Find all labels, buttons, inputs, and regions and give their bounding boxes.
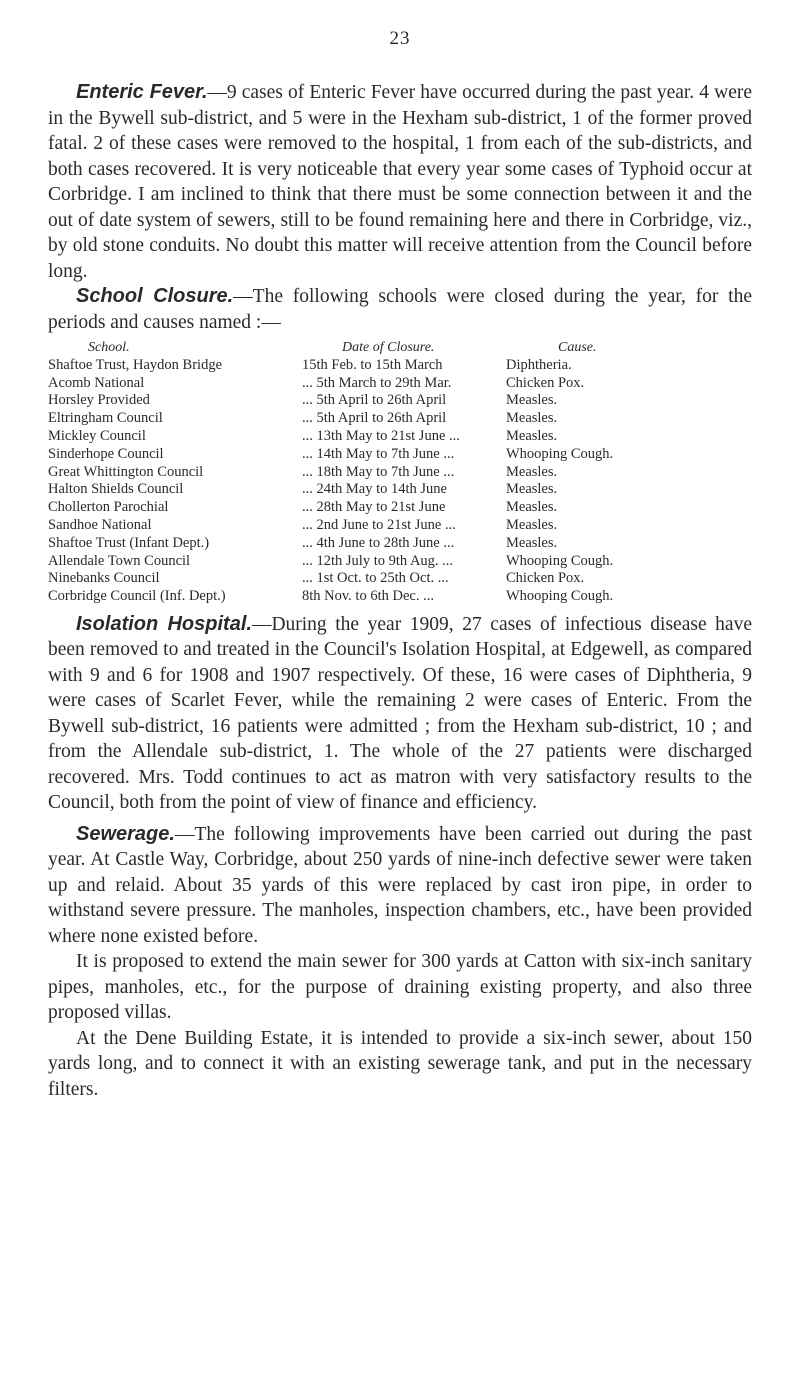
cause-cell: Measles.	[506, 410, 558, 427]
sewerage-text: —The following improvements have been carried out during the past year. At Castle Way, Corbridge, about 250 yards of nine-inch defective sewer were taken up and relaid. About 35 yards of this were replaced by cast iron pipe, in order to withstand severe pressure. The manholes, inspection chambers, etc., have been provided where none existed before.	[48, 823, 752, 947]
cause-cell: Measles.	[506, 392, 558, 409]
school-cell: Shaftoe Trust, Haydon Bridge	[48, 356, 222, 373]
school-cell: Shaftoe Trust (Infant Dept.)	[48, 534, 210, 551]
school-cell: Acomb National	[48, 374, 145, 391]
cause-cell: Measles.	[506, 516, 558, 533]
school-cell: Great Whittington Council	[48, 463, 204, 480]
table-row	[48, 499, 752, 517]
table-row	[48, 375, 752, 393]
column-header-date: Date of Closure.	[342, 340, 435, 355]
date-cell: ... 24th May to 14th June	[302, 481, 447, 498]
date-cell: ... 28th May to 21st June	[302, 499, 446, 516]
page-number: 23	[389, 28, 411, 49]
table-body	[48, 357, 752, 606]
table-row	[48, 410, 752, 428]
isolation-hospital-paragraph	[48, 612, 752, 816]
table-row	[48, 464, 752, 482]
table-row	[48, 481, 752, 499]
date-cell: ... 4th June to 28th June ...	[302, 534, 455, 551]
isolation-hospital-text: —During the year 1909, 27 cases of infectious disease have been removed to and treated in the Council's Isolation Hospital, at Edgewell, as compared with 9 and 6 for 1908 and 1907 respectively. Of these, 16 were cases of Diphtheria, 9 were cases of Scarlet Fever, while the remaining 2 were cases of Enteric. From the Bywell sub-district, 16 patients were admitted ; from the Hexham sub-district, 10 ; and from the Allendale sub-district, 1. The whole of the 27 patients were discharged recovered. Mrs. Todd continues to act as matron with very satisfactory results to the Council, both from the point of view of finance and efficiency.	[48, 613, 752, 814]
sewerage-dene-paragraph: At the Dene Building Estate, it is intended to provide a six-inch sewer, about 150 yards long, and to connect it with an existing sewerage tank, and put in the necessary filters.	[48, 1027, 752, 1100]
table-row	[48, 535, 752, 553]
enteric-fever-heading: Enteric Fever.	[76, 81, 208, 103]
sewerage-paragraph	[48, 822, 752, 950]
school-closure-table	[48, 339, 752, 606]
table-row	[48, 392, 752, 410]
cause-cell: Measles.	[506, 534, 558, 551]
cause-cell: Whooping Cough.	[506, 445, 614, 462]
school-cell: Sinderhope Council	[48, 445, 164, 462]
table-row	[48, 446, 752, 464]
school-cell: Eltringham Council	[48, 410, 163, 427]
date-cell: ... 5th April to 26th April	[302, 392, 447, 409]
date-cell: ... 13th May to 21st June ...	[302, 427, 460, 444]
school-cell: Sandhoe National	[48, 516, 152, 533]
column-header-school: School.	[88, 340, 130, 355]
date-cell: 8th Nov. to 6th Dec. ...	[302, 588, 434, 605]
school-cell: Halton Shields Council	[48, 481, 184, 498]
school-closure-text: —The following schools were closed during the year, for the periods and causes named :—	[48, 286, 752, 333]
school-cell: Horsley Provided	[48, 392, 150, 409]
school-cell: Allendale Town Council	[48, 552, 191, 569]
cause-cell: Diphtheria.	[506, 356, 572, 373]
table-row	[48, 570, 752, 588]
date-cell: ... 5th April to 26th April	[302, 410, 447, 427]
enteric-fever-text: —9 cases of Enteric Fever have occurred during the past year. 4 were in the Bywell sub-district, and 5 were in the Hexham sub-district, 1 of the former proved fatal. 2 of these cases were removed to the hospital, 1 from each of the sub-districts, and both cases recovered. It is very noticeable that every year some cases of Typhoid occur at Corbridge. I am inclined to think that there must be some connection between it and the out of date system of sewers, still to be found remaining here and there in Corbridge, viz., by old stone conduits. No doubt this matter will receive attention from the Council before long.	[48, 82, 752, 282]
cause-cell: Whooping Cough.	[506, 588, 614, 605]
cause-cell: Measles.	[506, 463, 558, 480]
isolation-hospital-heading: Isolation Hospital.	[76, 612, 252, 635]
sewerage-heading: Sewerage.	[76, 822, 175, 845]
table-row	[48, 588, 752, 606]
table-header-row	[48, 339, 752, 357]
date-cell: ... 2nd June to 21st June ...	[302, 516, 456, 533]
cause-cell: Measles.	[506, 481, 558, 498]
date-cell: ... 1st Oct. to 25th Oct. ...	[302, 570, 449, 587]
date-cell: 15th Feb. to 15th March	[302, 356, 443, 373]
date-cell: ... 14th May to 7th June ...	[302, 445, 455, 462]
cause-cell: Measles.	[506, 427, 558, 444]
table-row	[48, 553, 752, 571]
school-closure-heading: School Closure.	[76, 285, 234, 307]
column-header-cause: Cause.	[558, 340, 597, 355]
cause-cell: Measles.	[506, 499, 558, 516]
date-cell: ... 12th July to 9th Aug. ...	[302, 552, 454, 569]
cause-cell: Whooping Cough.	[506, 552, 614, 569]
school-cell: Mickley Council	[48, 427, 146, 444]
date-cell: ... 18th May to 7th June ...	[302, 463, 455, 480]
school-cell: Chollerton Parochial	[48, 499, 169, 516]
sewerage-catton-paragraph: It is proposed to extend the main sewer for 300 yards at Catton with six-inch sanitary pipes, manholes, etc., for the purpose of draining existing property, and also three proposed villas.	[48, 951, 752, 1024]
school-cell: Ninebanks Council	[48, 570, 160, 587]
table-row	[48, 517, 752, 535]
cause-cell: Chicken Pox.	[506, 374, 585, 391]
table-row	[48, 357, 752, 375]
school-cell: Corbridge Council (Inf. Dept.)	[48, 588, 226, 605]
school-closure-paragraph	[48, 284, 752, 335]
date-cell: ... 5th March to 29th Mar.	[302, 374, 452, 391]
table-row	[48, 428, 752, 446]
enteric-fever-paragraph	[48, 80, 752, 284]
cause-cell: Chicken Pox.	[506, 570, 585, 587]
